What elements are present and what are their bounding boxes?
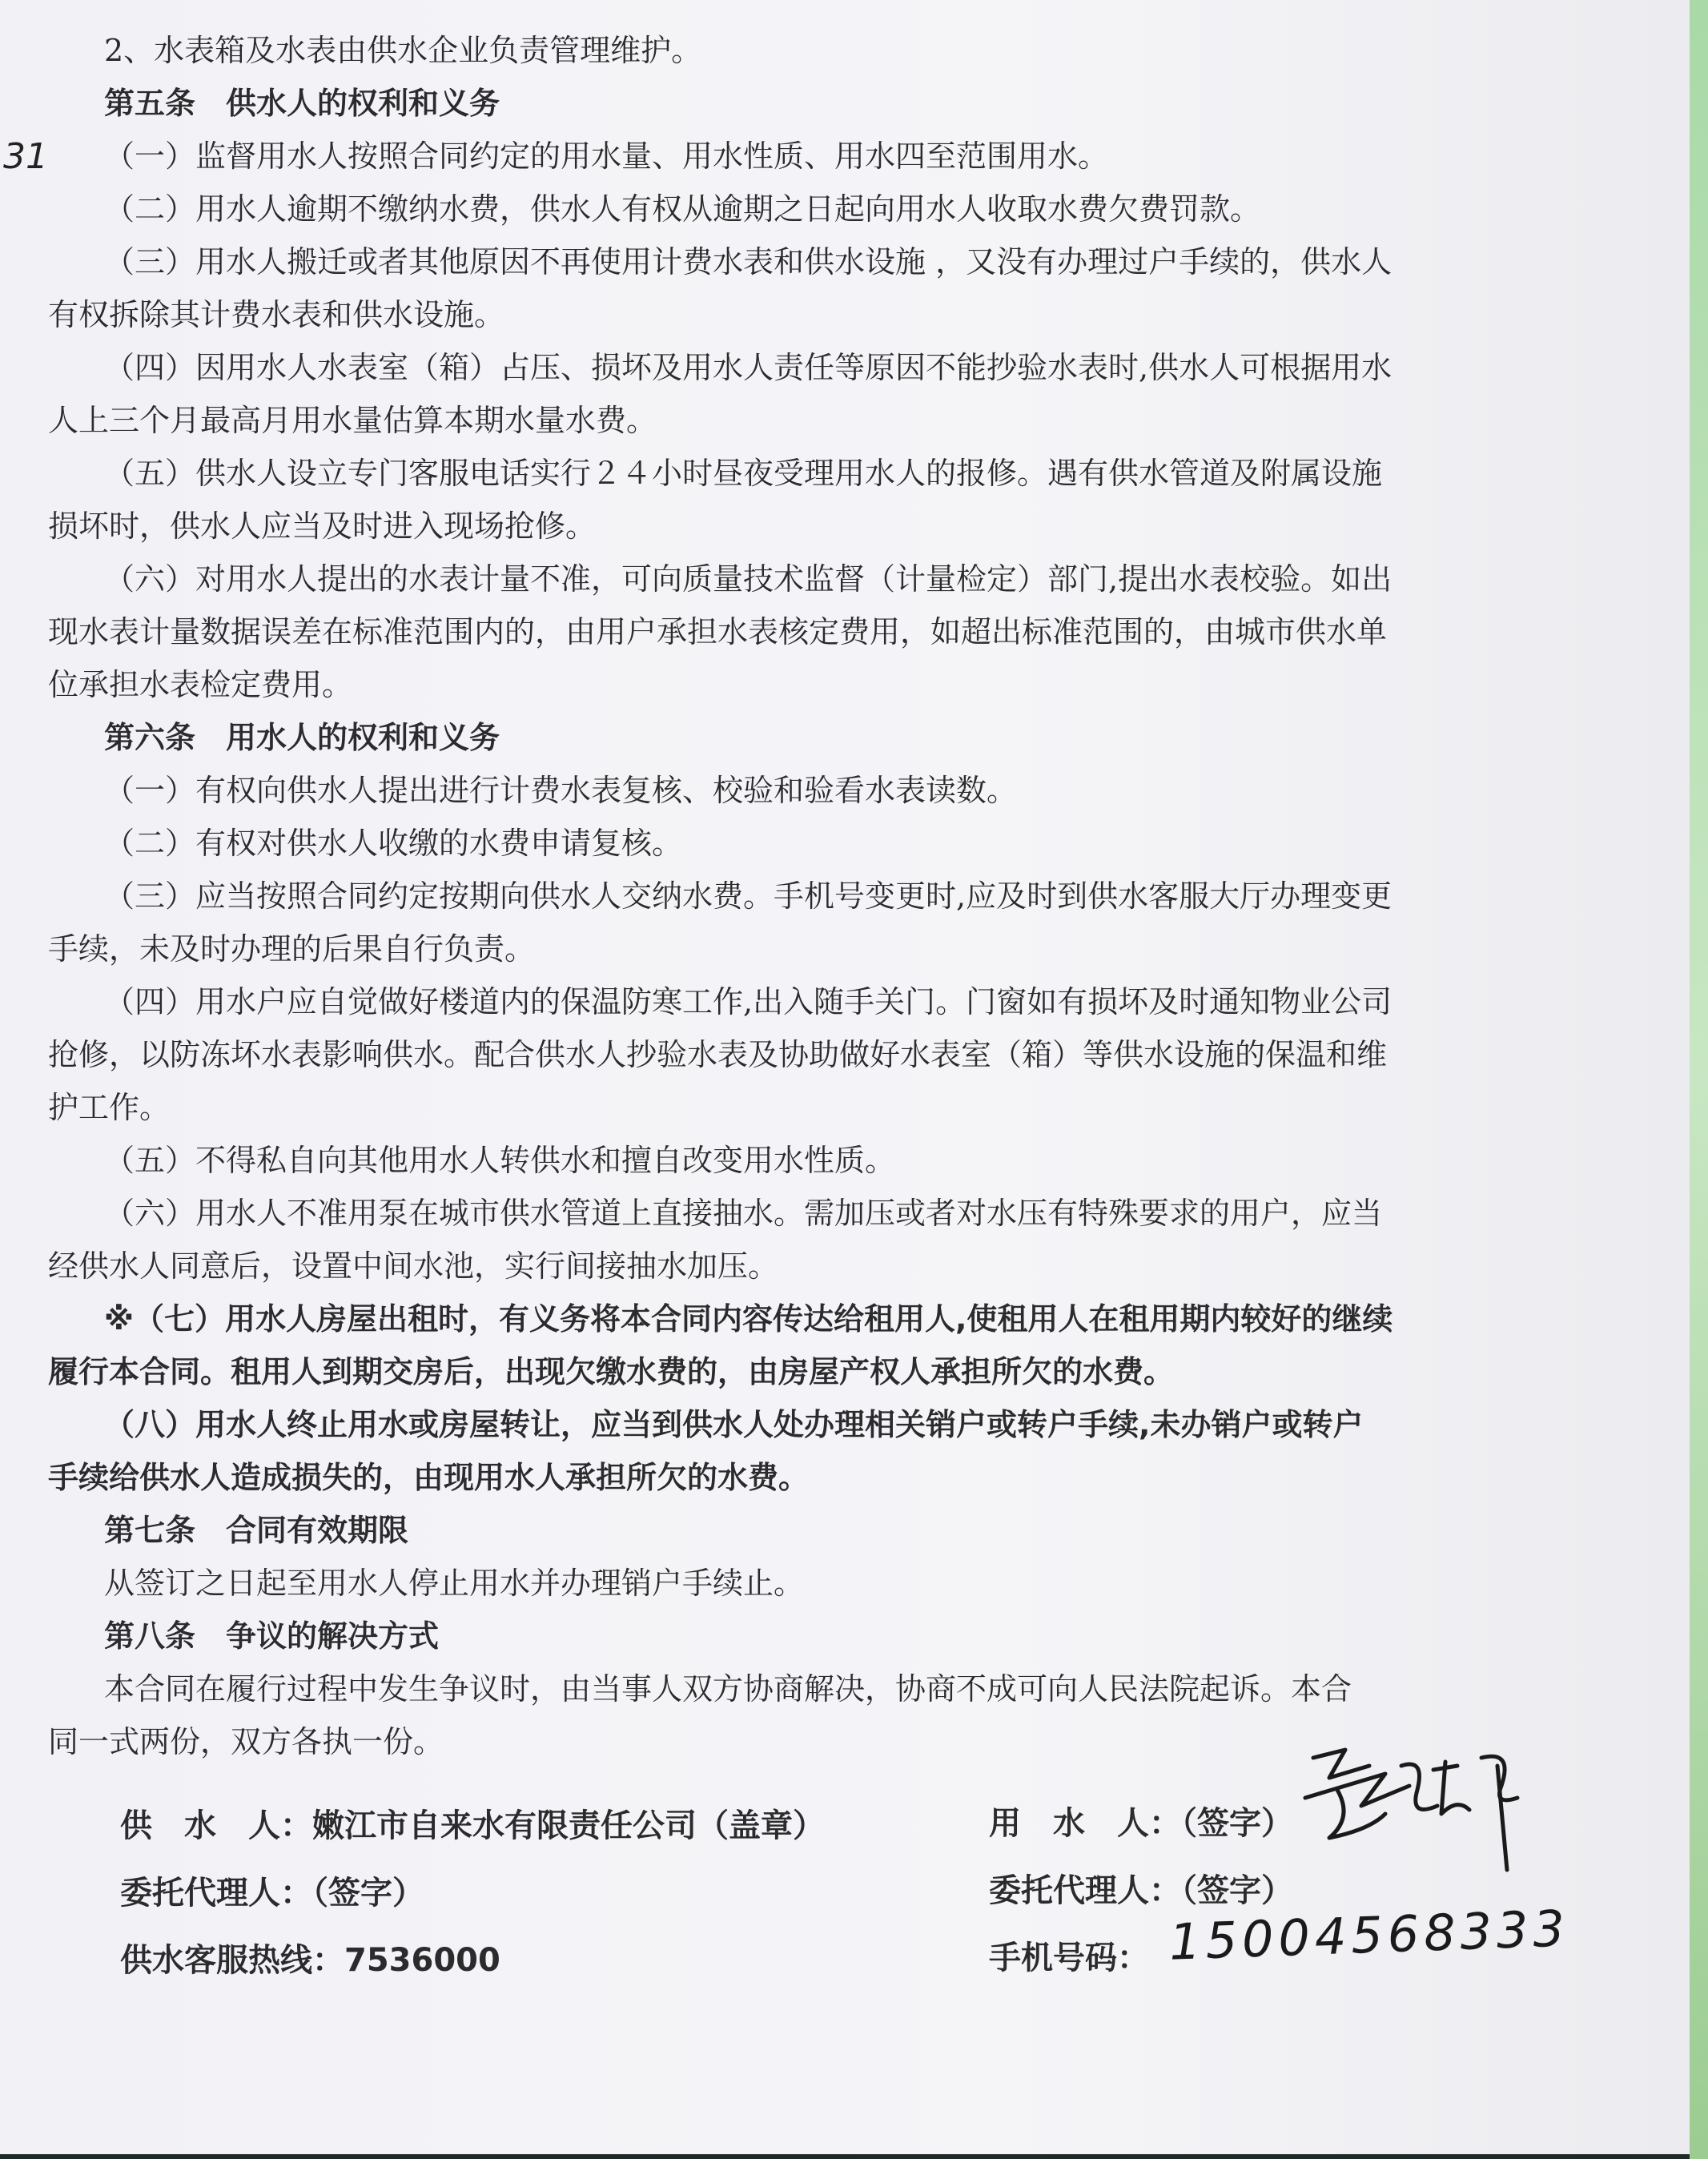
contract-line: 履行本合同。租用人到期交房后，出现欠缴水费的，由房屋产权人承担所欠的水费。	[48, 1354, 1175, 1389]
contract-line: 经供水人同意后，设置中间水池，实行间接抽水加压。	[48, 1248, 779, 1284]
supplier-agent: 委托代理人：（签字）	[120, 1875, 424, 1912]
contract-line: 有权拆除其计费水表和供水设施。	[48, 297, 505, 332]
contract-line: （三）用水人搬迁或者其他原因不再使用计费水表和供水设施 ，又没有办理过户手续的，供水人	[104, 244, 1393, 279]
margin-note: 31	[3, 136, 48, 177]
user-label: 用 水 人：（签字）	[989, 1805, 1293, 1842]
contract-line: （五）供水人设立专门客服电话实行２４小时昼夜受理用水人的报修。遇有供水管道及附属设施	[104, 456, 1383, 491]
contract-line: 本合同在履行过程中发生争议时，由当事人双方协商解决，协商不成可向人民法院起诉。本合	[104, 1671, 1352, 1707]
contract-line: （一）有权向供水人提出进行计费水表复核、校验和验看水表读数。	[104, 773, 1018, 808]
contract-body	[48, 24, 1529, 1768]
supplier-label: 供 水 人：	[120, 1807, 312, 1844]
contract-line: 位承担水表检定费用。	[48, 667, 353, 702]
contract-line: 护工作。	[48, 1090, 171, 1125]
contract-line: 现水表计量数据误差在标准范围内的，由用户承担水表核定费用，如超出标准范围的，由城市供水单	[48, 614, 1388, 649]
contract-line: 2、水表箱及水表由供水企业负责管理维护。	[104, 33, 702, 68]
contract-line: 损坏时，供水人应当及时进入现场抢修。	[48, 509, 597, 544]
green-background-edge	[1690, 0, 1708, 2159]
contract-line: （六）用水人不准用泵在城市供水管道上直接抽水。需加压或者对水压有特殊要求的用户，应当	[104, 1196, 1383, 1231]
contract-line: （四）用水户应自觉做好楼道内的保温防寒工作,出入随手关门。门窗如有损坏及时通知物业公司	[104, 984, 1393, 1019]
phone-label: 手机号码：	[989, 1940, 1149, 1976]
handwritten-signature	[1297, 1742, 1529, 1878]
hotline-number: 7536000	[344, 1942, 500, 1979]
contract-line: 手续，未及时办理的后果自行负责。	[48, 931, 536, 967]
contract-line: （二）有权对供水人收缴的水费申请复核。	[104, 826, 683, 861]
supplier-block	[120, 1792, 825, 1994]
article-heading: 第八条 争议的解决方式	[104, 1618, 440, 1654]
contract-line: 同一式两份，双方各执一份。	[48, 1724, 444, 1759]
supplier-name: 嫩江市自来水有限责任公司（盖章）	[312, 1807, 825, 1844]
hotline-line	[120, 1927, 825, 1994]
contract-line: （八）用水人终止用水或房屋转让，应当到供水人处办理相关销户或转户手续,未办销户或转户	[104, 1407, 1364, 1442]
contract-line: （一）监督用水人按照合同约定的用水量、用水性质、用水四至范围用水。	[104, 139, 1109, 174]
contract-line: 从签订之日起至用水人停止用水并办理销户手续止。	[104, 1566, 805, 1601]
contract-line: （二）用水人逾期不缴纳水费，供水人有权从逾期之日起向用水人收取水费欠费罚款。	[104, 191, 1261, 227]
contract-line: 手续给供水人造成损失的，由现用水人承担所欠的水费。	[48, 1460, 810, 1495]
contract-line: ※（七）用水人房屋出租时，有义务将本合同内容传达给租用人,使租用人在租用期内较好的继续	[104, 1301, 1393, 1337]
contract-line: （六）对用水人提出的水表计量不准，可向质量技术监督（计量检定）部门,提出水表校验。如出	[104, 561, 1393, 597]
supplier-line	[120, 1792, 825, 1859]
contract-line: 人上三个月最高月用水量估算本期水量水费。	[48, 403, 657, 438]
contract-line: （四）因用水人水表室（箱）占压、损坏及用水人责任等原因不能抄验水表时,供水人可根据用水	[104, 350, 1393, 385]
article-heading: 第六条 用水人的权利和义务	[104, 720, 500, 755]
contract-line: 抢修，以防冻坏水表影响供水。配合供水人抄验水表及协助做好水表室（箱）等供水设施的保温和维	[48, 1037, 1388, 1072]
handwritten-phone: 15004568333	[1167, 1899, 1571, 1972]
contract-line: （三）应当按照合同约定按期向供水人交纳水费。手机号变更时,应及时到供水客服大厅办理变更	[104, 878, 1393, 914]
user-agent: 委托代理人：（签字）	[989, 1872, 1293, 1909]
article-heading: 第五条 供水人的权利和义务	[104, 86, 500, 121]
contract-line: （五）不得私自向其他用水人转供水和擅自改变用水性质。	[104, 1143, 896, 1178]
article-heading: 第七条 合同有效期限	[104, 1513, 409, 1548]
hotline-label: 供水客服热线：	[120, 1942, 344, 1979]
